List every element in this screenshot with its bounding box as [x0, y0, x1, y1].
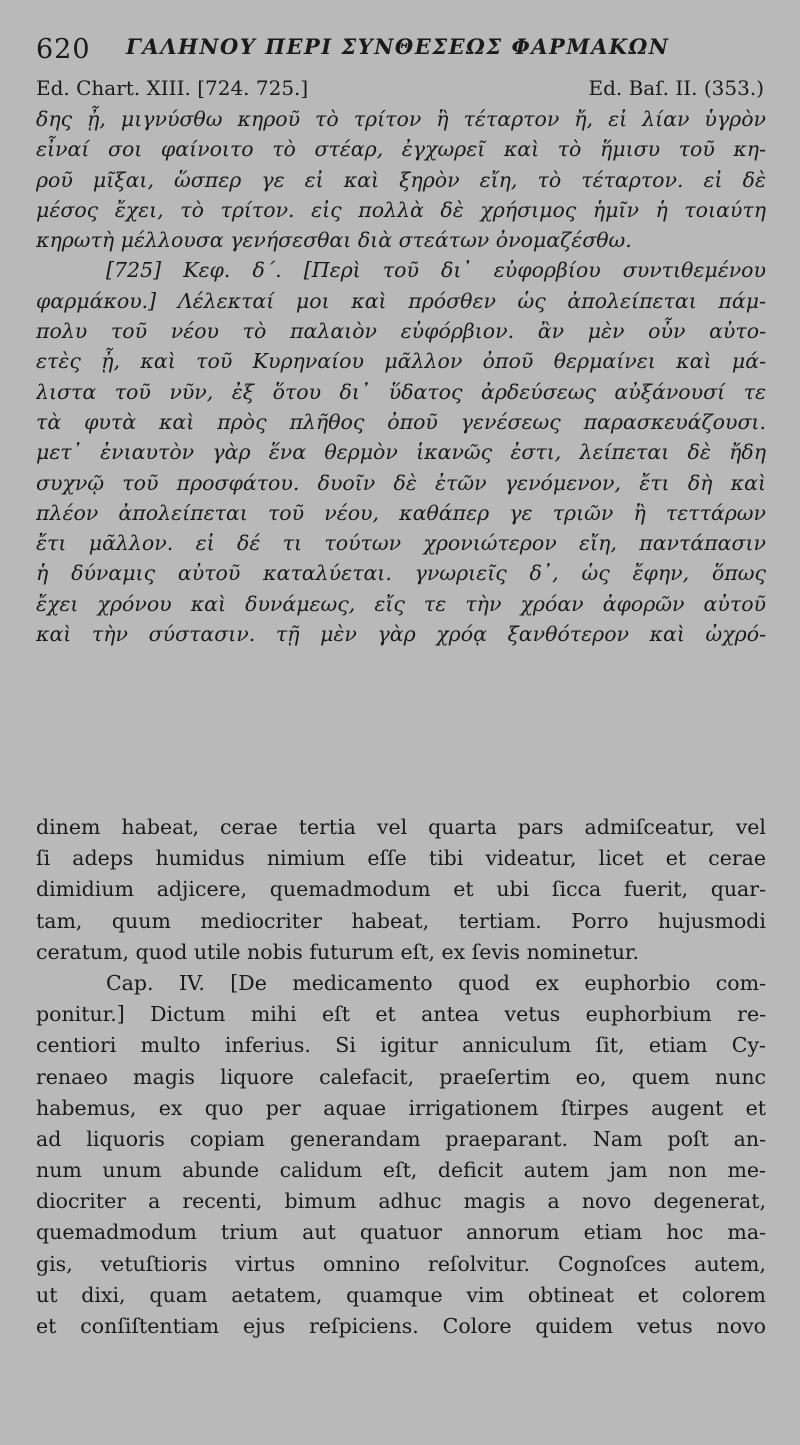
latin-line: habemus, ex quo per aquae irrigationem ſtirpes augent et — [36, 1095, 766, 1120]
greek-line: πλέον ἀπολείπεται τοῦ νέου, καθάπερ γε τριῶν ἢ τεττάρων — [36, 500, 766, 525]
latin-line: ut dixi, quam aetatem, quamque vim obtineat et colorem — [36, 1282, 766, 1307]
latin-line: centiori multo inferius. Si igitur anniculum ſit, etiam Cy- — [36, 1033, 766, 1058]
latin-line: gis, vetuſtioris virtus omnino reſolvitur. Cognoſces autem, — [36, 1251, 766, 1276]
latin-line: et conſiſtentiam ejus reſpiciens. Colore quidem vetus novo — [36, 1314, 766, 1338]
latin-line: dimidium adjicere, quemadmodum et ubi ſicca fuerit, quar- — [36, 877, 766, 902]
greek-line: τὰ φυτὰ καὶ πρὸς πλῆθος ὀποῦ γενέσεως παρασκευάζουσι. — [36, 409, 766, 434]
latin-line: ad liquoris copiam generandam praeparant. Nam poſt an- — [36, 1126, 766, 1151]
greek-line: εἶναί σοι φαίνοιτο τὸ στέαρ, ἐγχωρεῖ καὶ τὸ ἥμισυ τοῦ κη- — [36, 137, 766, 162]
latin-line: tam, quum mediocriter habeat, tertiam. Porro hujusmodi — [36, 908, 766, 933]
greek-line: καὶ τὴν σύστασιν. τῇ μὲν γὰρ χρόᾳ ξανθότερον καὶ ὠχρό- — [36, 622, 766, 647]
latin-line: ſi adeps humidus nimium eſſe tibi videatur, licet et cerae — [36, 846, 766, 871]
greek-line: ροῦ μῖξαι, ὥσπερ γε εἰ καὶ ξηρὸν εἴη, τὸ τέταρτον. εἰ δὲ — [36, 167, 766, 192]
greek-line: λιστα τοῦ νῦν, ἐξ ὅτου δι᾽ ὕδατος ἀρδεύσεως αὐξάνουσί τε — [36, 379, 766, 404]
greek-text-block — [36, 104, 766, 649]
greek-line: μετ᾽ ἐνιαυτὸν γὰρ ἕνα θερμὸν ἱκανῶς ἐστι, λείπεται δὲ ἤδη — [36, 440, 766, 465]
edition-references — [36, 76, 764, 106]
greek-line: ἡ δύναμις αὐτοῦ καταλύεται. γνωριεῖς δ᾽, ὡς ἔφην, ὅπως — [36, 561, 766, 586]
latin-line: num unum abunde calidum eſt, deficit autem jam non me- — [36, 1158, 766, 1183]
greek-chapter-heading-line: [725] Κεφ. δ΄. [Περὶ τοῦ δι᾽ εὐφορβίου συντιθεμένου — [106, 258, 766, 283]
greek-line: μέσος ἔχει, τὸ τρίτον. εἰς πολλὰ δὲ χρήσιμος ἡμῖν ἡ τοιαύτη — [36, 197, 766, 222]
latin-line: ponitur.] Dictum mihi eſt et antea vetus euphorbium re- — [36, 1002, 766, 1027]
latin-chapter-heading-line: Cap. IV. [De medicamento quod ex euphorbio com- — [106, 970, 766, 995]
greek-line: κηρωτὴ μέλλουσα γενήσεσθαι διὰ στεάτων ὀνομαζέσθω. — [36, 228, 632, 253]
edition-chart-ref: Ed. Chart. XIII. [724. 725.] — [36, 76, 309, 100]
greek-line: ετὲς ᾖ, καὶ τοῦ Κυρηναίου μᾶλλον ὀποῦ θερμαίνει καὶ μά- — [36, 349, 766, 374]
running-title: ΓΑΛΗΝΟΥ ΠΕΡΙ ΣΥΝΘΕΣΕΩΣ ΦΑΡΜΑΚΩΝ — [126, 34, 670, 59]
greek-line: φαρμάκου.] Λέλεκταί μοι καὶ πρόσθεν ὡς ἀπολείπεται πάμ- — [36, 288, 766, 313]
greek-line: ἔτι μᾶλλον. εἰ δέ τι τούτων χρονιώτερον εἴη, παντάπασιν — [36, 531, 766, 556]
latin-line: diocriter a recenti, bimum adhuc magis a novo degenerat, — [36, 1189, 766, 1214]
greek-line: δης ᾖ, μιγνύσθω κηροῦ τὸ τρίτον ἢ τέταρτον ἤ, εἰ λίαν ὑγρὸν — [36, 107, 766, 131]
greek-line: συχνῷ τοῦ προσφάτου. δυοῖν δὲ ἐτῶν γενόμενον, ἔτι δὴ καὶ — [36, 470, 766, 495]
greek-line: πολυ τοῦ νέου τὸ παλαιὸν εὐφόρβιον. ἂν μὲν οὖν αὐτο- — [36, 319, 766, 344]
latin-line: ceratum, quod utile nobis futurum eſt, ex ſevis nominetur. — [36, 939, 639, 964]
latin-text-block — [36, 812, 766, 1342]
latin-line: quemadmodum trium aut quatuor annorum etiam hoc ma- — [36, 1220, 766, 1245]
greek-line: ἔχει χρόνου καὶ δυνάμεως, εἴς τε τὴν χρόαν ἀφορῶν αὐτοῦ — [36, 591, 766, 616]
running-head — [36, 28, 760, 68]
latin-line: dinem habeat, cerae tertia vel quarta pars admiſceatur, vel — [36, 815, 766, 839]
latin-line: renaeo magis liquore calefacit, praeſertim eo, quem nunc — [36, 1064, 766, 1089]
edition-basel-ref: Ed. Baſ. II. (353.) — [588, 76, 764, 100]
page-number: 620 — [36, 34, 91, 65]
